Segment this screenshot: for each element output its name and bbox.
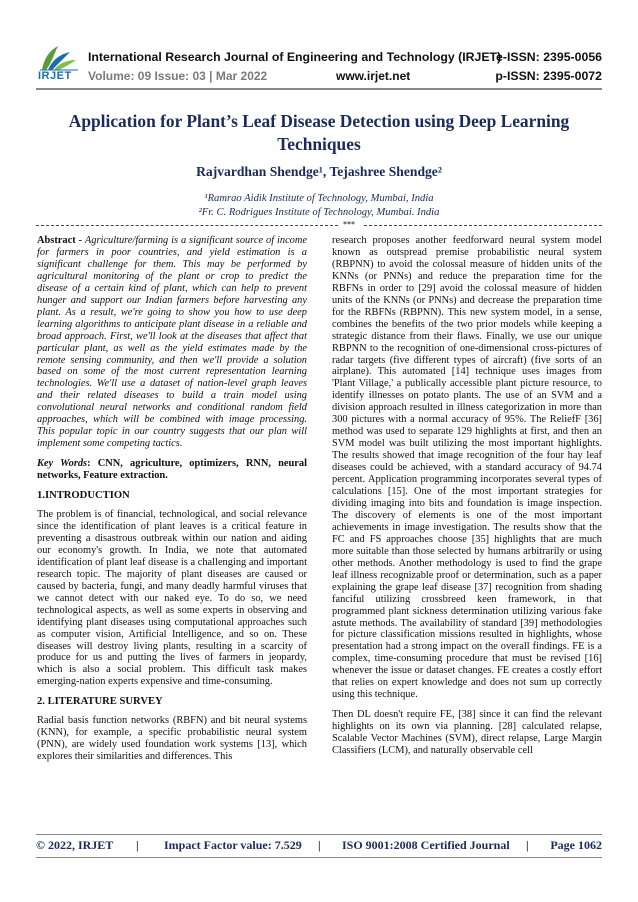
footer-page-number: Page 1062 [550, 838, 602, 852]
intro-heading: 1.INTRODUCTION [37, 490, 130, 502]
left-column [37, 235, 307, 769]
title-line-1: Application for Plant’s Leaf Disease Detection using Deep Learning [68, 111, 570, 131]
footer-divider-2: | [318, 838, 321, 852]
intro-paragraph: The problem is of financial, technological, and social relevance since the identification of plant leaves is a critical feature in preventing a disastrous outbreak within our nation and aiding our economy's growth. In India, we note that automated identification of plant leaf disease is a challenging and important research topic. The majority of plant diseases are caused or caused by bacteria, fungi, and many deadly harmful viruses that we cannot detect with our naked eye. To do so, we need technological aspects, as well as some experts in observing and identifying plant diseases using computational approaches such as computer vision, Artificial Intelligence, and so on. These diseases will destroy living plants, resulting in a scarcity of produce for us and putting the lives of farmers in jeopardy, which is also a social problem. This difficult task makes emerging-nation experts expensive and time-consuming. [37, 509, 307, 688]
right-paragraph-2: Then DL doesn't require FE, [38] since it can find the relevant highlights on its own via planning. [28] calculated relapse, Scalable Vector Machines (SVM), direct relapse, Large Margin Classifiers (LCM), and naturally observable cell [332, 709, 602, 757]
footer-iso: ISO 9001:2008 Certified Journal [342, 838, 510, 852]
volume-issue: Volume: 09 Issue: 03 | Mar 2022 [88, 69, 268, 83]
leaf-logo-icon [36, 44, 80, 72]
footer-divider-3: | [526, 838, 529, 852]
right-column [332, 235, 602, 763]
right-paragraph-1: research proposes another feedforward neural system model known as outspread premise probabilistic neural system (RBPNN) to avoid the colossal measure of hidden units of the KNNs (or PNNs) and reduce the preparation time for the RBFNs in order to [29] avoid the colossal measure of hidden units of the KNNs (or PNNs) and decrease the preparation time for the RBFNs (RBPNN). This new system model, in a sense, combines the benefits of the two prior models while keeping a strategic distance from their flaws. Finally, we use our unique RBPNN to the recognition of one-dimensional cross-pictures of radar targets (five different types of aircraft) (five sorts of an airplane). This automated [14] technique uses images from 'Plant Village,' a publically accessible plant picture resource, to identify illnesses on potato plants. The use of an SVM and a division approach resulted in illness categorization in more than 300 pictures with a normal accuracy of 95%. The ReliefF [36] method was used to separate 129 highlights at first, and then an SVM model was built utilizing the most important highlights. The results showed that image recognition of the four hay leaf diseases could be achieved, with a standard accuracy of 94.74 percent. Application programming incorporates several types of calculations [15]. One of the most important strategies for dividing imaging into bits and foundation is image inspection. The discovery of elements is one of the most important achievements in image investigation. The results show that the FC and FS approaches choose [35] highlights that are much more suitable than those selected by humans arbitrarily or using other methods. Another methodology is used to find the grape leaf illness recognizable proof or determination, such as a paper explaining the grape leaf disease [37] recognition from shading fanciful utilizing crossbreed keen framework, in that programmed plant sickness determination utilizing various fake astute methods. The availability of standard [39] methodologies for picture classification missions resulted in highlights, whose presentation had a strong impact on the overall findings. FE is a complex, time-consuming procedure that must be revised [16] whenever the issue or dataset changes. FE creates a costly effort that relies on expert knowledge and does not sum up correctly using this technique. [332, 235, 602, 701]
p-issn: p-ISSN: 2395-0072 [495, 69, 602, 83]
abstract-body: Agriculture/farming is a significant source of income for farmers in poor countries, and yield estimation is a significant challenge for them. This may be performed by agricultural monitoring of the plant or crop to predict the disease of a certain kind of plant, which can help to prevent hunger and support our Indian farmers before harvesting any plant. As a result, we're going to show you how to use deep learning algorithms to anticipate plant disease in a reliable and broad approach. First, we'll look at the diseases that affect that particular plant, as well as the yield estimates made by the remote sensing community, and then we'll provide a solution based on some of the most current representation learning technologies. We'll use a dataset of nation-level graph leaves and their related diseases to build a train model using convolutional neural networks and conditional random field approaches, which will be combined with image processing. This popular topic in our country suggests that our plan will implement some competing tactics. [37, 235, 307, 450]
affiliation-2: ²Fr. C. Rodrigues Institute of Technology, Mumbai. India [198, 207, 440, 218]
footer-divider-bottom [36, 857, 602, 858]
e-issn: e-ISSN: 2395-0056 [496, 50, 602, 64]
journal-name: International Research Journal of Engineering and Technology (IRJET) [88, 50, 502, 64]
journal-website-link[interactable]: www.irjet.net [336, 69, 411, 83]
abstract-label: Abstract - [37, 235, 85, 246]
footer-divider-1: | [136, 838, 139, 852]
literature-heading: 2. LITERATURE SURVEY [37, 696, 163, 708]
separator-dash-left [36, 225, 338, 226]
footer-copyright: © 2022, IRJET [36, 838, 114, 852]
paper-title [40, 110, 598, 156]
page-footer [36, 838, 602, 854]
separator-stars: *** [343, 220, 355, 229]
irjet-logo [36, 44, 80, 86]
footer-divider-top [36, 834, 602, 835]
abstract [37, 235, 307, 450]
title-line-2: Techniques [277, 134, 361, 154]
logo-text: IRJET [38, 70, 72, 82]
footer-impact-factor: Impact Factor value: 7.529 [164, 838, 302, 852]
paper-authors: Rajvardhan Shendge¹, Tejashree Shendge² [196, 164, 442, 179]
keywords [37, 458, 307, 482]
keywords-label: Key Words [37, 458, 88, 470]
section-separator [36, 221, 602, 229]
affiliation-1: ¹Ramrao Aidik Institute of Technology, Mumbai, India [204, 193, 434, 204]
journal-header [36, 44, 602, 86]
literature-paragraph: Radial basis function networks (RBFN) and bit neural systems (KNN), for example, a specific probabilistic neural system (PNN), are widely used foundation work systems [13], which explores their similarities and differences. This [37, 715, 307, 763]
separator-dash-right [364, 225, 602, 226]
keywords-body: : CNN, agriculture, optimizers, RNN, neural networks, Feature extraction. [37, 458, 307, 482]
header-divider [36, 88, 602, 90]
